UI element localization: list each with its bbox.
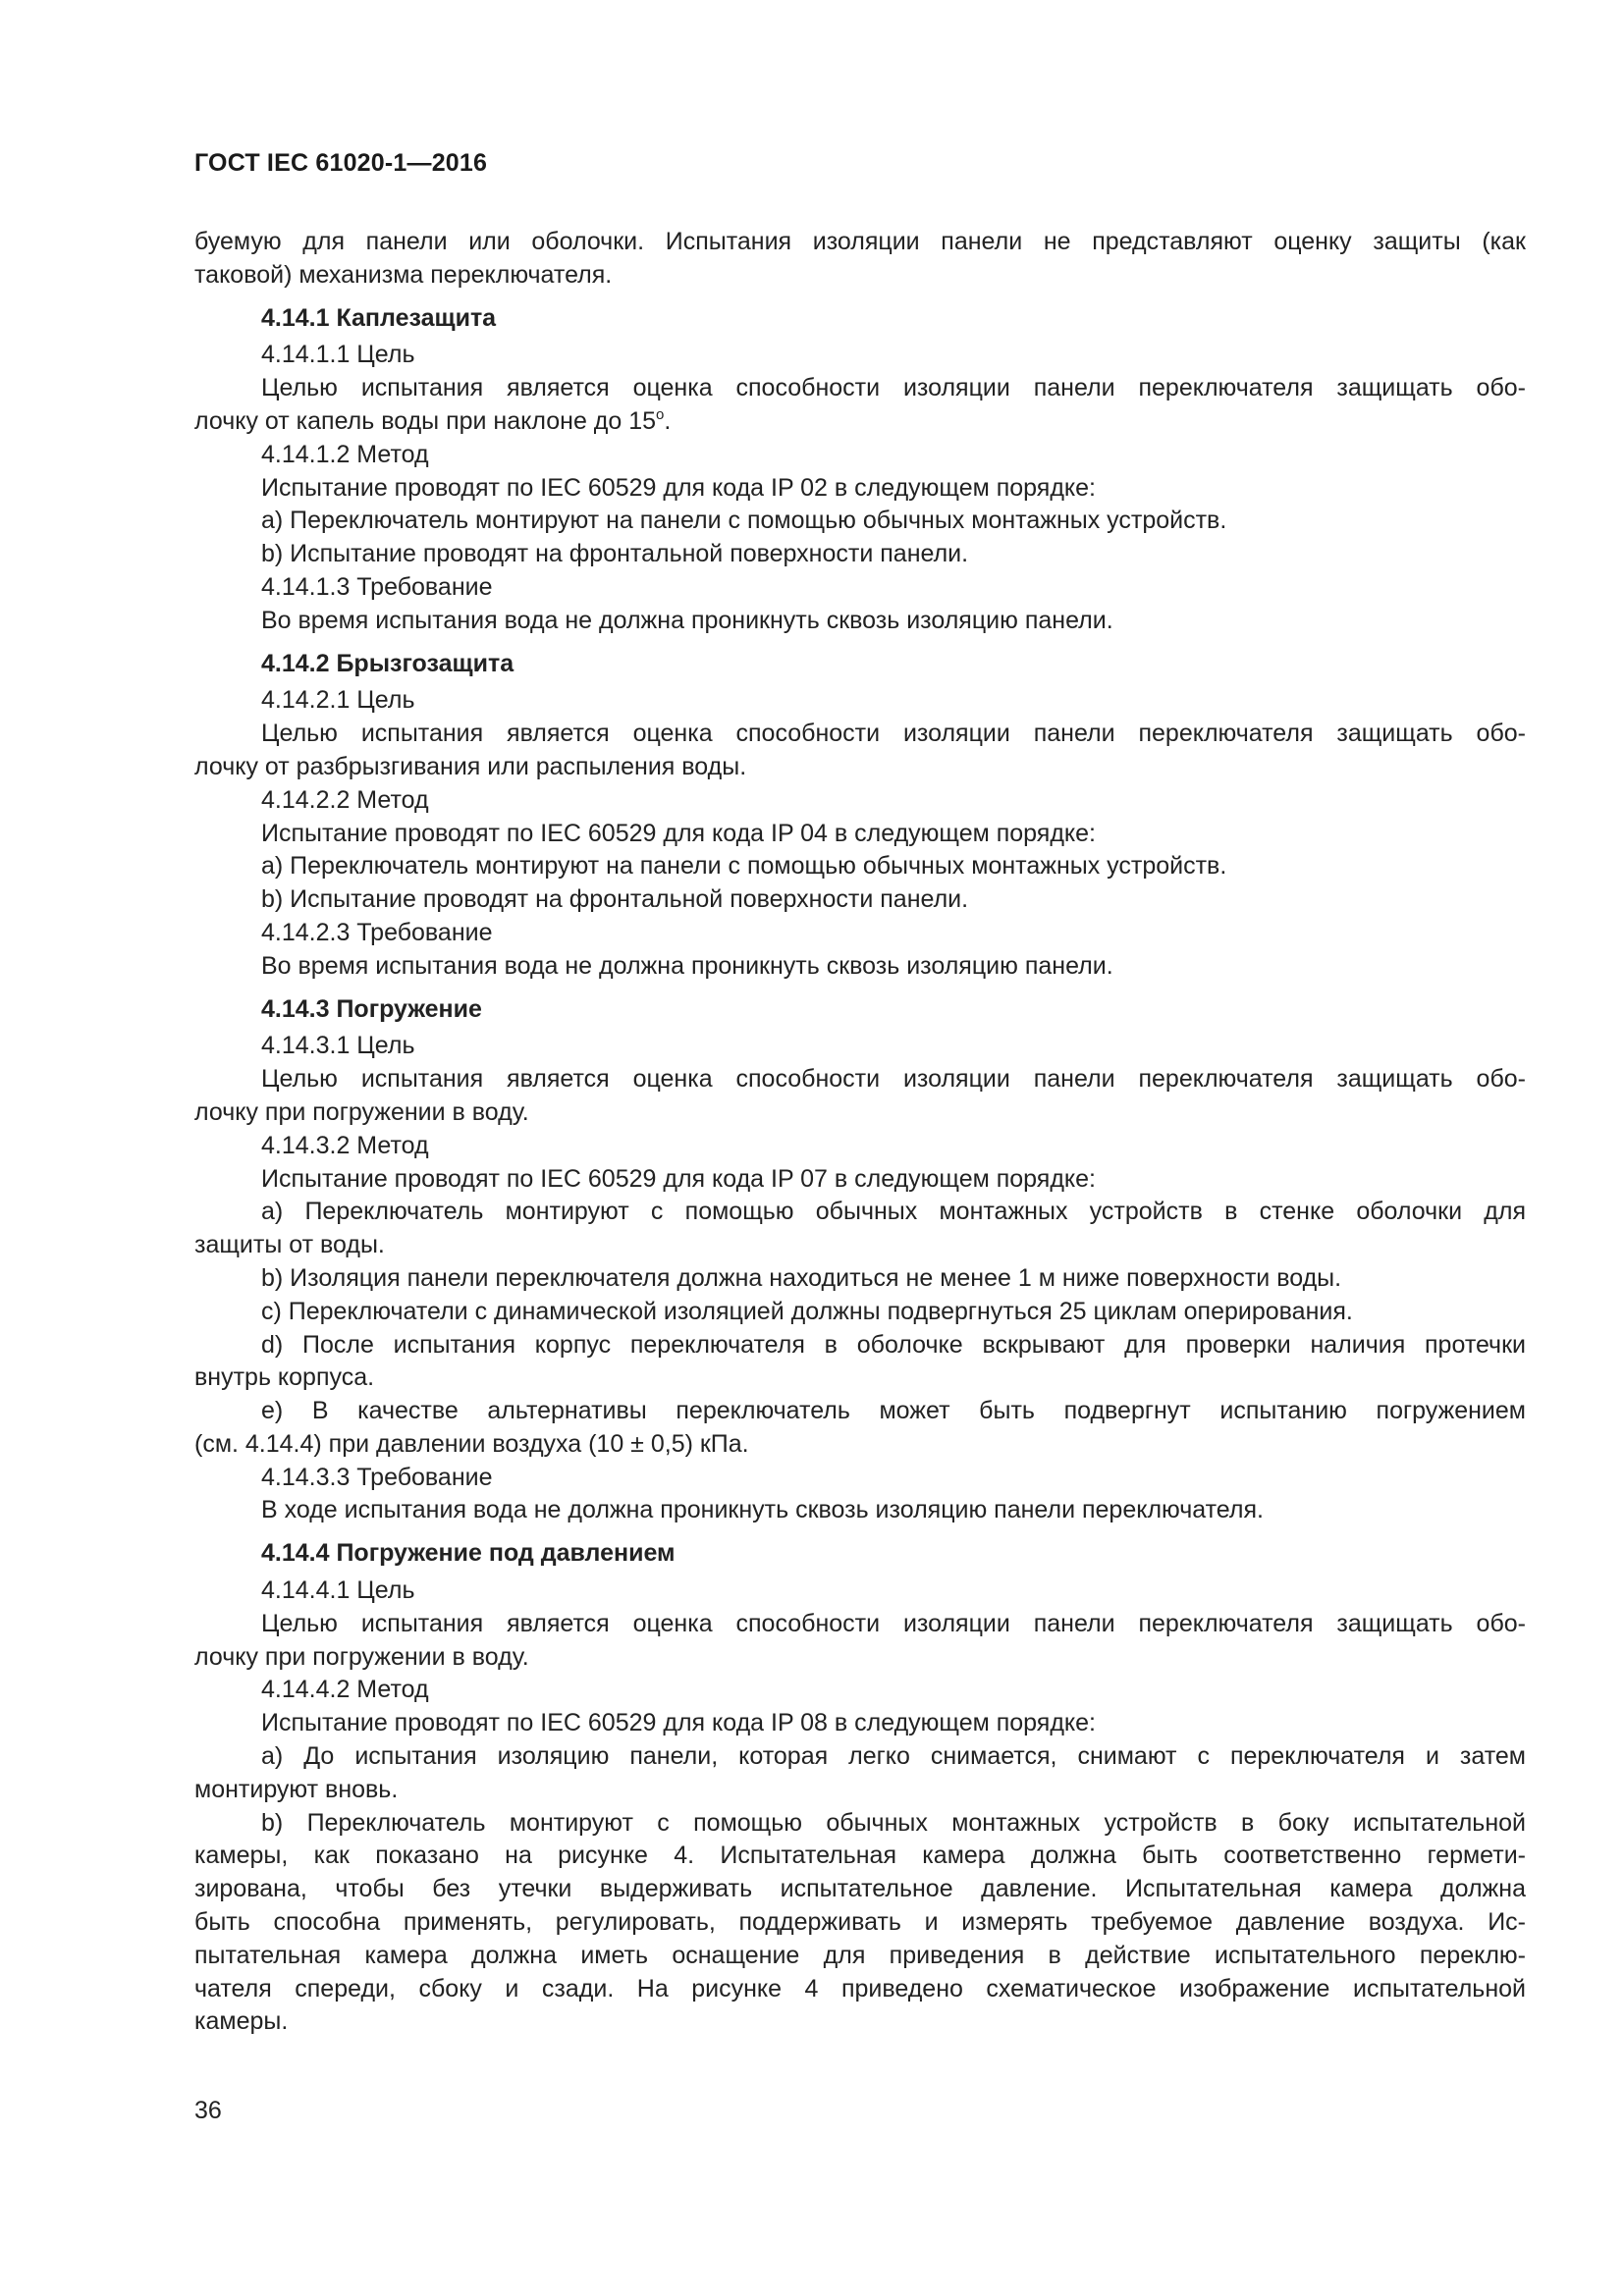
degree-superscript: о	[656, 405, 665, 423]
document-body	[194, 226, 1526, 2039]
method-4-14-2-intro: Испытание проводят по IEC 60529 для кода IP 04 в следующем порядке:	[261, 819, 1096, 847]
subsection-4-14-1-1-heading: 4.14.1.1 Цель	[261, 341, 415, 369]
subsection-4-14-3-3-heading: 4.14.3.3 Требование	[261, 1463, 493, 1491]
document-header: ГОСТ IEC 61020-1—2016	[194, 149, 488, 177]
method-4-14-2-item-b: b) Испытание проводят на фронтальной поверхности панели.	[261, 885, 969, 914]
goal-4-14-2-line-2: лочку от разбрызгивания или распыления воды.	[194, 752, 747, 780]
method-4-14-4-item-b-line-7: камеры.	[194, 2007, 289, 2036]
section-4-14-1-title: 4.14.1 Каплезащита	[261, 303, 497, 332]
subsection-4-14-2-2-heading: 4.14.2.2 Метод	[261, 785, 429, 814]
subsection-4-14-4-1-heading: 4.14.4.1 Цель	[261, 1576, 415, 1605]
goal-4-14-4-line-2: лочку при погружении в воду.	[194, 1642, 529, 1671]
method-4-14-4-item-a-line-1: а) До испытания изоляцию панели, которая легко снимается, снимают с переключателя и затем	[261, 1742, 1526, 1771]
subsection-4-14-2-3-heading: 4.14.2.3 Требование	[261, 918, 493, 946]
method-4-14-4-item-b-line-4: быть способна применять, регулировать, поддерживать и измерять требуемое давление воздуха. Ис-	[194, 1908, 1526, 1937]
method-4-14-2-item-a: а) Переключатель монтируют на панели с помощью обычных монтажных устройств.	[261, 852, 1227, 881]
subsection-4-14-4-2-heading: 4.14.4.2 Метод	[261, 1676, 429, 1704]
goal-4-14-3-line-2: лочку при погружении в воду.	[194, 1097, 529, 1126]
method-4-14-3-item-d-line-1: d) После испытания корпус переключателя в оболочке вскрывают для проверки наличия протечки	[261, 1330, 1526, 1359]
method-4-14-4-item-b-line-6: чателя спереди, сбоку и сзади. На рисунке 4 приведено схематическое изображение испытательной	[194, 1974, 1526, 2002]
method-4-14-1-intro: Испытание проводят по IEC 60529 для кода IP 02 в следующем порядке:	[261, 473, 1096, 502]
method-4-14-3-item-b: b) Изоляция панели переключателя должна находиться не менее 1 м ниже поверхности воды.	[261, 1263, 1342, 1292]
method-4-14-4-item-b-line-1: b) Переключатель монтируют с помощью обычных монтажных устройств в боку испытательной	[261, 1808, 1526, 1837]
method-4-14-3-item-a-line-1: а) Переключатель монтируют с помощью обычных монтажных устройств в стенке оболочки для	[261, 1198, 1526, 1226]
requirement-4-14-3-text: В ходе испытания вода не должна проникнуть сквозь изоляцию панели переключателя.	[261, 1496, 1264, 1524]
page-number: 36	[194, 2097, 222, 2124]
goal-4-14-1-line-2: лочку от капель воды при наклоне до $15^о$.	[194, 405, 672, 435]
section-4-14-4-title: 4.14.4 Погружение под давлением	[261, 1539, 676, 1568]
requirement-4-14-1-text: Во время испытания вода не должна проникнуть сквозь изоляцию панели.	[261, 606, 1113, 634]
subsection-4-14-3-2-heading: 4.14.3.2 Метод	[261, 1131, 429, 1159]
goal-4-14-2-line-1: Целью испытания является оценка способности изоляции панели переключателя защищать обо-	[261, 720, 1526, 748]
goal-4-14-4-line-1: Целью испытания является оценка способности изоляции панели переключателя защищать обо-	[261, 1609, 1526, 1637]
subsection-4-14-2-1-heading: 4.14.2.1 Цель	[261, 686, 415, 715]
subsection-4-14-1-3-heading: 4.14.1.3 Требование	[261, 572, 493, 601]
section-4-14-2-title: 4.14.2 Брызгозащита	[261, 649, 514, 677]
method-4-14-4-intro: Испытание проводят по IEC 60529 для кода IP 08 в следующем порядке:	[261, 1709, 1096, 1737]
method-4-14-4-item-b-line-5: пытательная камера должна иметь оснащение для приведения в действие испытательного переклю-	[194, 1941, 1526, 1969]
method-4-14-3-item-a-line-2: защиты от воды.	[194, 1231, 385, 1259]
method-4-14-1-item-b: b) Испытание проводят на фронтальной поверхности панели.	[261, 540, 969, 568]
requirement-4-14-2-text: Во время испытания вода не должна проникнуть сквозь изоляцию панели.	[261, 951, 1113, 980]
subsection-4-14-3-1-heading: 4.14.3.1 Цель	[261, 1032, 415, 1060]
goal-4-14-1-line-1: Целью испытания является оценка способности изоляции панели переключателя защищать обо-	[261, 374, 1526, 402]
section-4-14-3-title: 4.14.3 Погружение	[261, 994, 482, 1023]
method-4-14-3-item-d-line-2: внутрь корпуса.	[194, 1363, 375, 1392]
method-4-14-3-item-e-line-2: (см. 4.14.4) при давлении воздуха (10 ± 0,5) кПа.	[194, 1429, 749, 1458]
method-4-14-4-item-b-line-2: камеры, как показано на рисунке 4. Испытательная камера должна быть соответственно гермети-	[194, 1842, 1526, 1870]
method-4-14-3-item-c: с) Переключатели с динамической изоляцией должны подвергнуться 25 циклам оперирования.	[261, 1297, 1353, 1325]
intro-line-2: таковой) механизма переключателя.	[194, 260, 613, 289]
method-4-14-3-intro: Испытание проводят по IEC 60529 для кода IP 07 в следующем порядке:	[261, 1164, 1096, 1193]
method-4-14-1-item-a: а) Переключатель монтируют на панели с помощью обычных монтажных устройств.	[261, 507, 1227, 535]
method-4-14-4-item-a-line-2: монтируют вновь.	[194, 1775, 399, 1803]
subsection-4-14-1-2-heading: 4.14.1.2 Метод	[261, 440, 429, 468]
goal-4-14-3-line-1: Целью испытания является оценка способности изоляции панели переключателя защищать обо-	[261, 1065, 1526, 1094]
method-4-14-4-item-b-line-3: зирована, чтобы без утечки выдерживать испытательное давление. Испытательная камера должна	[194, 1875, 1526, 1903]
method-4-14-3-item-e-line-1: е) В качестве альтернативы переключатель может быть подвергнут испытанию погружением	[261, 1397, 1526, 1425]
intro-line-1: буемую для панели или оболочки. Испытания изоляции панели не представляют оценку защиты (как	[194, 228, 1526, 255]
